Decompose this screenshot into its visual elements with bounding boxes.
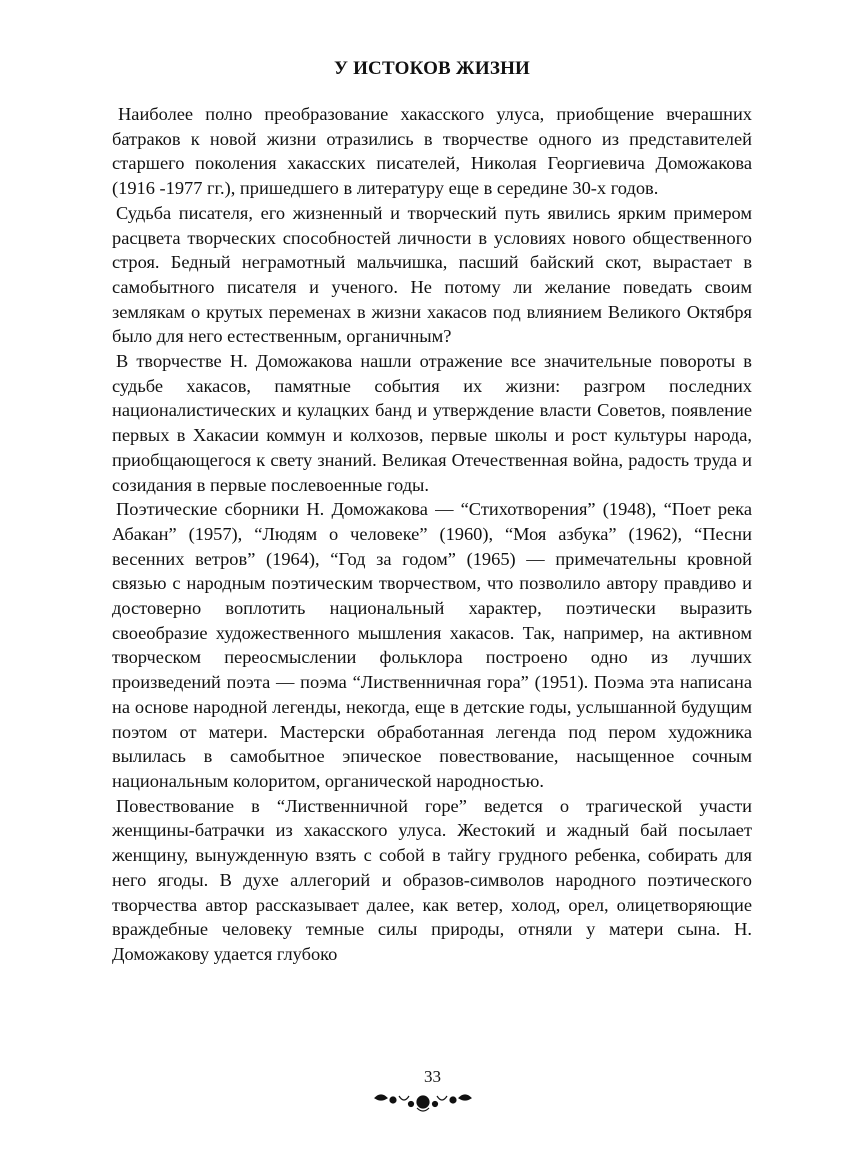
chapter-title: У ИСТОКОВ ЖИЗНИ bbox=[333, 58, 531, 79]
paragraph-3: В творчестве Н. Доможакова нашли отражение все значительные повороты в судьбе хакасов, памятные события их жизни: разгром последних националистических и кулацких банд и утверждение власти Советов, появление первых в Хакасии коммун и колхозов, первые школы и рост культуры народа, приобщающегося к свету знаний. Великая Отечественная война, радость труда и созидания в первые послевоенные годы. bbox=[112, 351, 752, 495]
floral-ornament-icon bbox=[371, 1088, 475, 1114]
paragraph-2: Судьба писателя, его жизненный и творческий путь явились ярким примером расцвета творческих способностей личности в условиях нового общественного строя. Бедный неграмотный мальчишка, пасший байский скот, вырастает в самобытного писателя и ученого. Не потому ли желание поведать своим землякам о крутых переменах в жизни хакасов под влиянием Великого Октября было для него естественным, органичным? bbox=[112, 202, 752, 347]
paragraph-1: Наиболее полно преобразование хакасского улуса, приобщение вчерашних батраков к новой жизни отразились в творчестве одного из представителей старшего поколения хакасских писателей, Николая Георгиевича Доможакова (1916 -1977 гг.), пришедшего в литературу еще в середине 30-х годов. bbox=[112, 104, 752, 199]
page-footer bbox=[0, 1068, 845, 1114]
page-body bbox=[112, 58, 752, 967]
page-number: 33 bbox=[424, 1067, 441, 1086]
paragraph-5: Повествование в “Лиственничной горе” ведется о трагической участи женщины-батрачки из хакасского улуса. Жестокий и жадный бай посылает женщину, вынужденную взять с собой в тайгу грудного ребенка, собирать для него ягоды. В духе аллегорий и образов-символов народного поэтического творчества автор рассказывает далее, как ветер, холод, орел, олицетворяющие враждебные человеку темные силы природы, отняли у матери сына. Н. Доможакову удается глубоко bbox=[112, 795, 752, 964]
paragraph-4: Поэтические сборники Н. Доможакова — “Стихотворения” (1948), “Поет река Абакан” (1957), “Людям о человеке” (1960), “Моя азбука” (1962), “Песни весенних ветров” (1964), “Год за годом” (1965) — примечательны кровной связью с народным поэтическим творчеством, что позволило автору правдиво и достоверно воплотить национальный характер, поэтически выразить своеобразие художественного мышления хакасов. Так, например, на активном творческом переосмыслении фольклора построено одно из лучших произведений поэта — поэма “Лиственничная гора” (1951). Поэма эта написана на основе народной легенды, некогда, еще в детские годы, услышанной будущим поэтом от матери. Мастерски обработанная легенда под пером художника вылилась в самобытное эпическое повествование, насыщенное сочным национальным колоритом, органической народностью. bbox=[112, 499, 752, 791]
